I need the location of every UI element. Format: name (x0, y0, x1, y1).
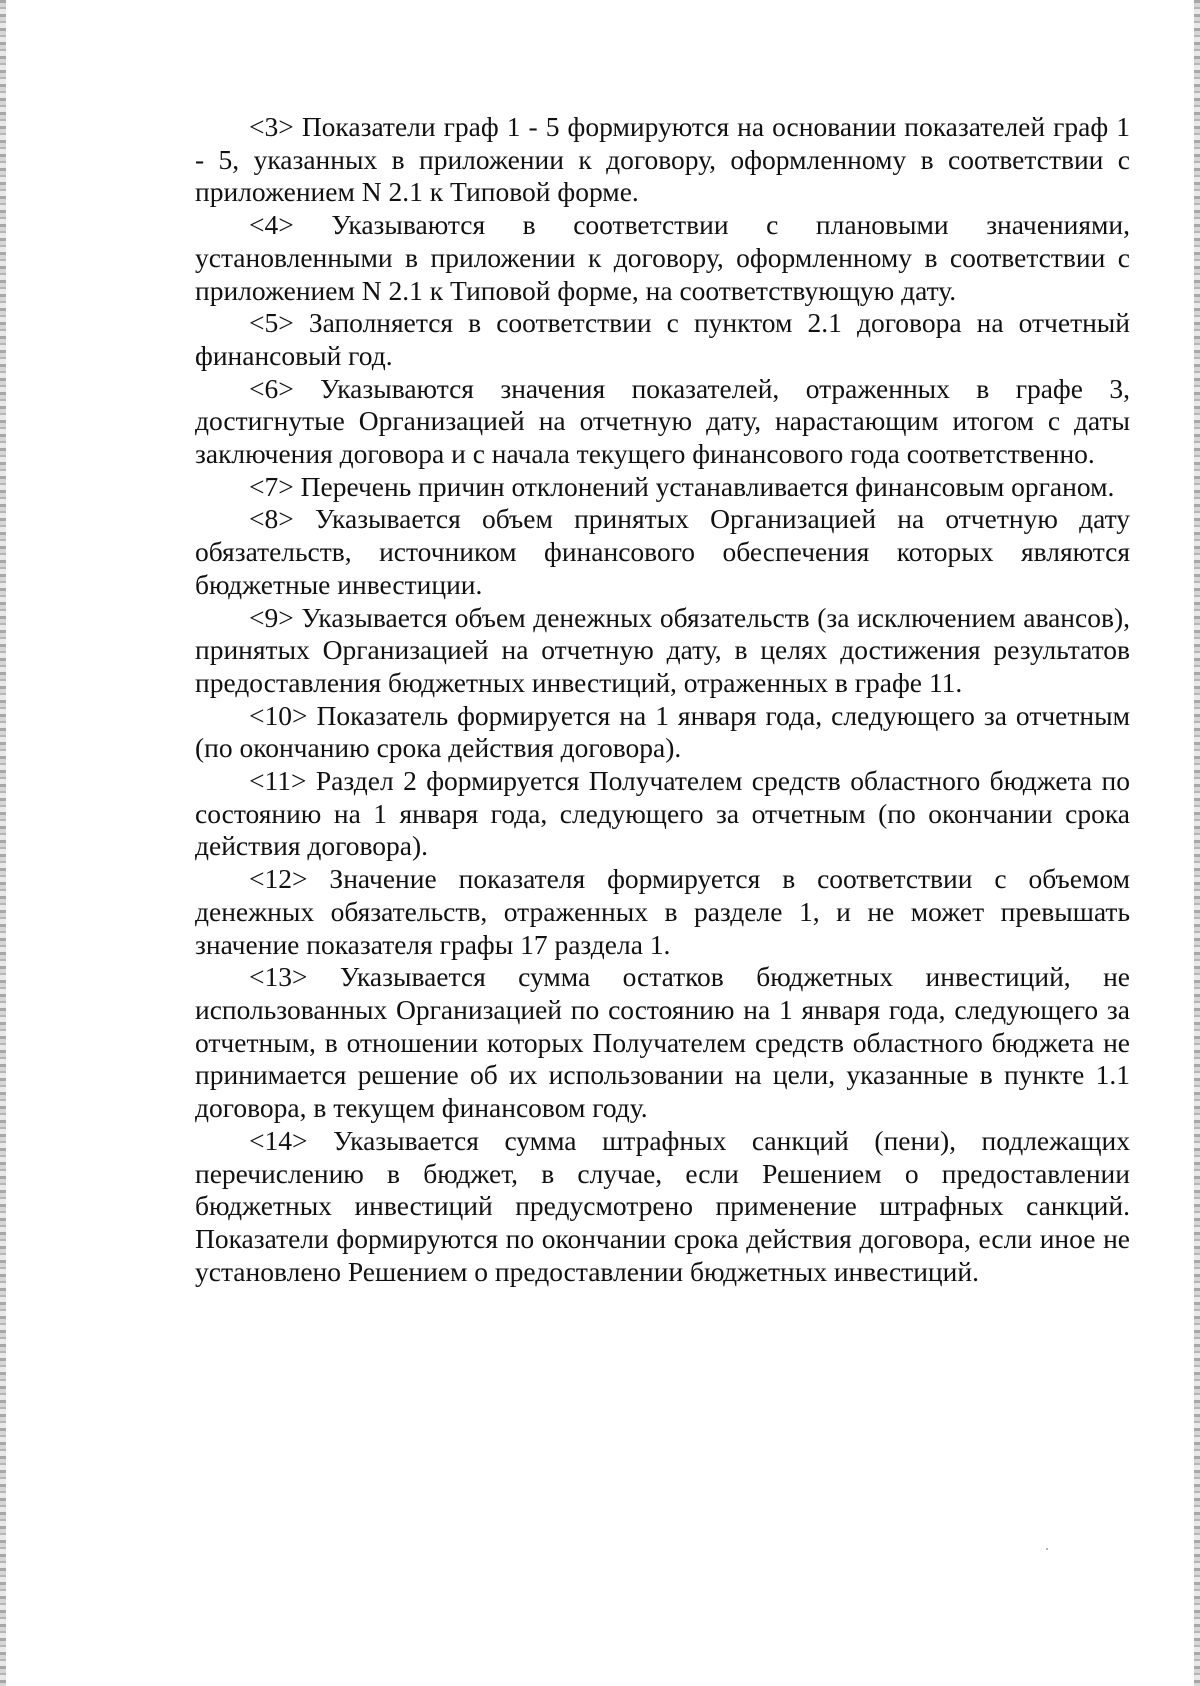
footnote-8: <8> Указывается объем принятых Организацией на отчетную дату обязательств, источником финансового обеспечения которых являются бюджетные инвестиции. (195, 503, 1130, 600)
footnote-12: <12> Значение показателя формируется в соответствии с объемом денежных обязательств, отраженных в разделе 1, и не может превышать значение показателя графы 17 раздела 1. (195, 863, 1130, 960)
footnote-9: <9> Указывается объем денежных обязательств (за исключением авансов), принятых Организацией на отчетную дату, в целях достижения результатов предоставления бюджетных инвестиций, отраженных в графе 11. (195, 601, 1130, 698)
footnote-3: <3> Показатели граф 1 - 5 формируются на основании показателей граф 1 - 5, указанных в приложении к договору, оформленному в соответствии с приложением N 2.1 к Типовой форме. (195, 111, 1130, 208)
footnotes-block (195, 111, 1130, 1288)
scan-edge-right (1194, 0, 1200, 1686)
footnote-10: <10> Показатель формируется на 1 января года, следующего за отчетным (по окончанию срока действия договора). (195, 699, 1130, 764)
footnote-4: <4> Указываются в соответствии с плановыми значениями, установленными в приложении к договору, оформленному в соответствии с приложением N 2.1 к Типовой форме, на соответствующую дату. (195, 209, 1130, 306)
footnote-13: <13> Указывается сумма остатков бюджетных инвестиций, не использованных Организацией по состоянию на 1 января года, следующего за отчетным, в отношении которых Получателем средств областного бюджета не принимается решение об их использовании на цели, указанные в пункте 1.1 договора, в текущем финансовом году. (195, 961, 1130, 1124)
footnote-7: <7> Перечень причин отклонений устанавливается финансовым органом. (249, 470, 1115, 502)
footnote-14: <14> Указывается сумма штрафных санкций (пени), подлежащих перечислению в бюджет, в случае, если Решением о предоставлении бюджетных инвестиций предусмотрено применение штрафных санкций. Показатели формируются по окончании срока действия договора, если иное не установлено Решением о предоставлении бюджетных инвестиций. (195, 1124, 1130, 1287)
footnote-6: <6> Указываются значения показателей, отраженных в графе 3, достигнутые Организацией на отчетную дату, нарастающим итогом с даты заключения договора и с начала текущего финансового года соответственно. (195, 372, 1130, 470)
scan-edge-left (0, 0, 6, 1686)
footnote-11: <11> Раздел 2 формируется Получателем средств областного бюджета по состоянию на 1 января года, следующего за отчетным (по окончании срока действия договора). (195, 765, 1130, 862)
scan-speck (1046, 1548, 1048, 1550)
footnote-5: <5> Заполняется в соответствии с пунктом 2.1 договора на отчетный финансовый год. (195, 307, 1130, 371)
